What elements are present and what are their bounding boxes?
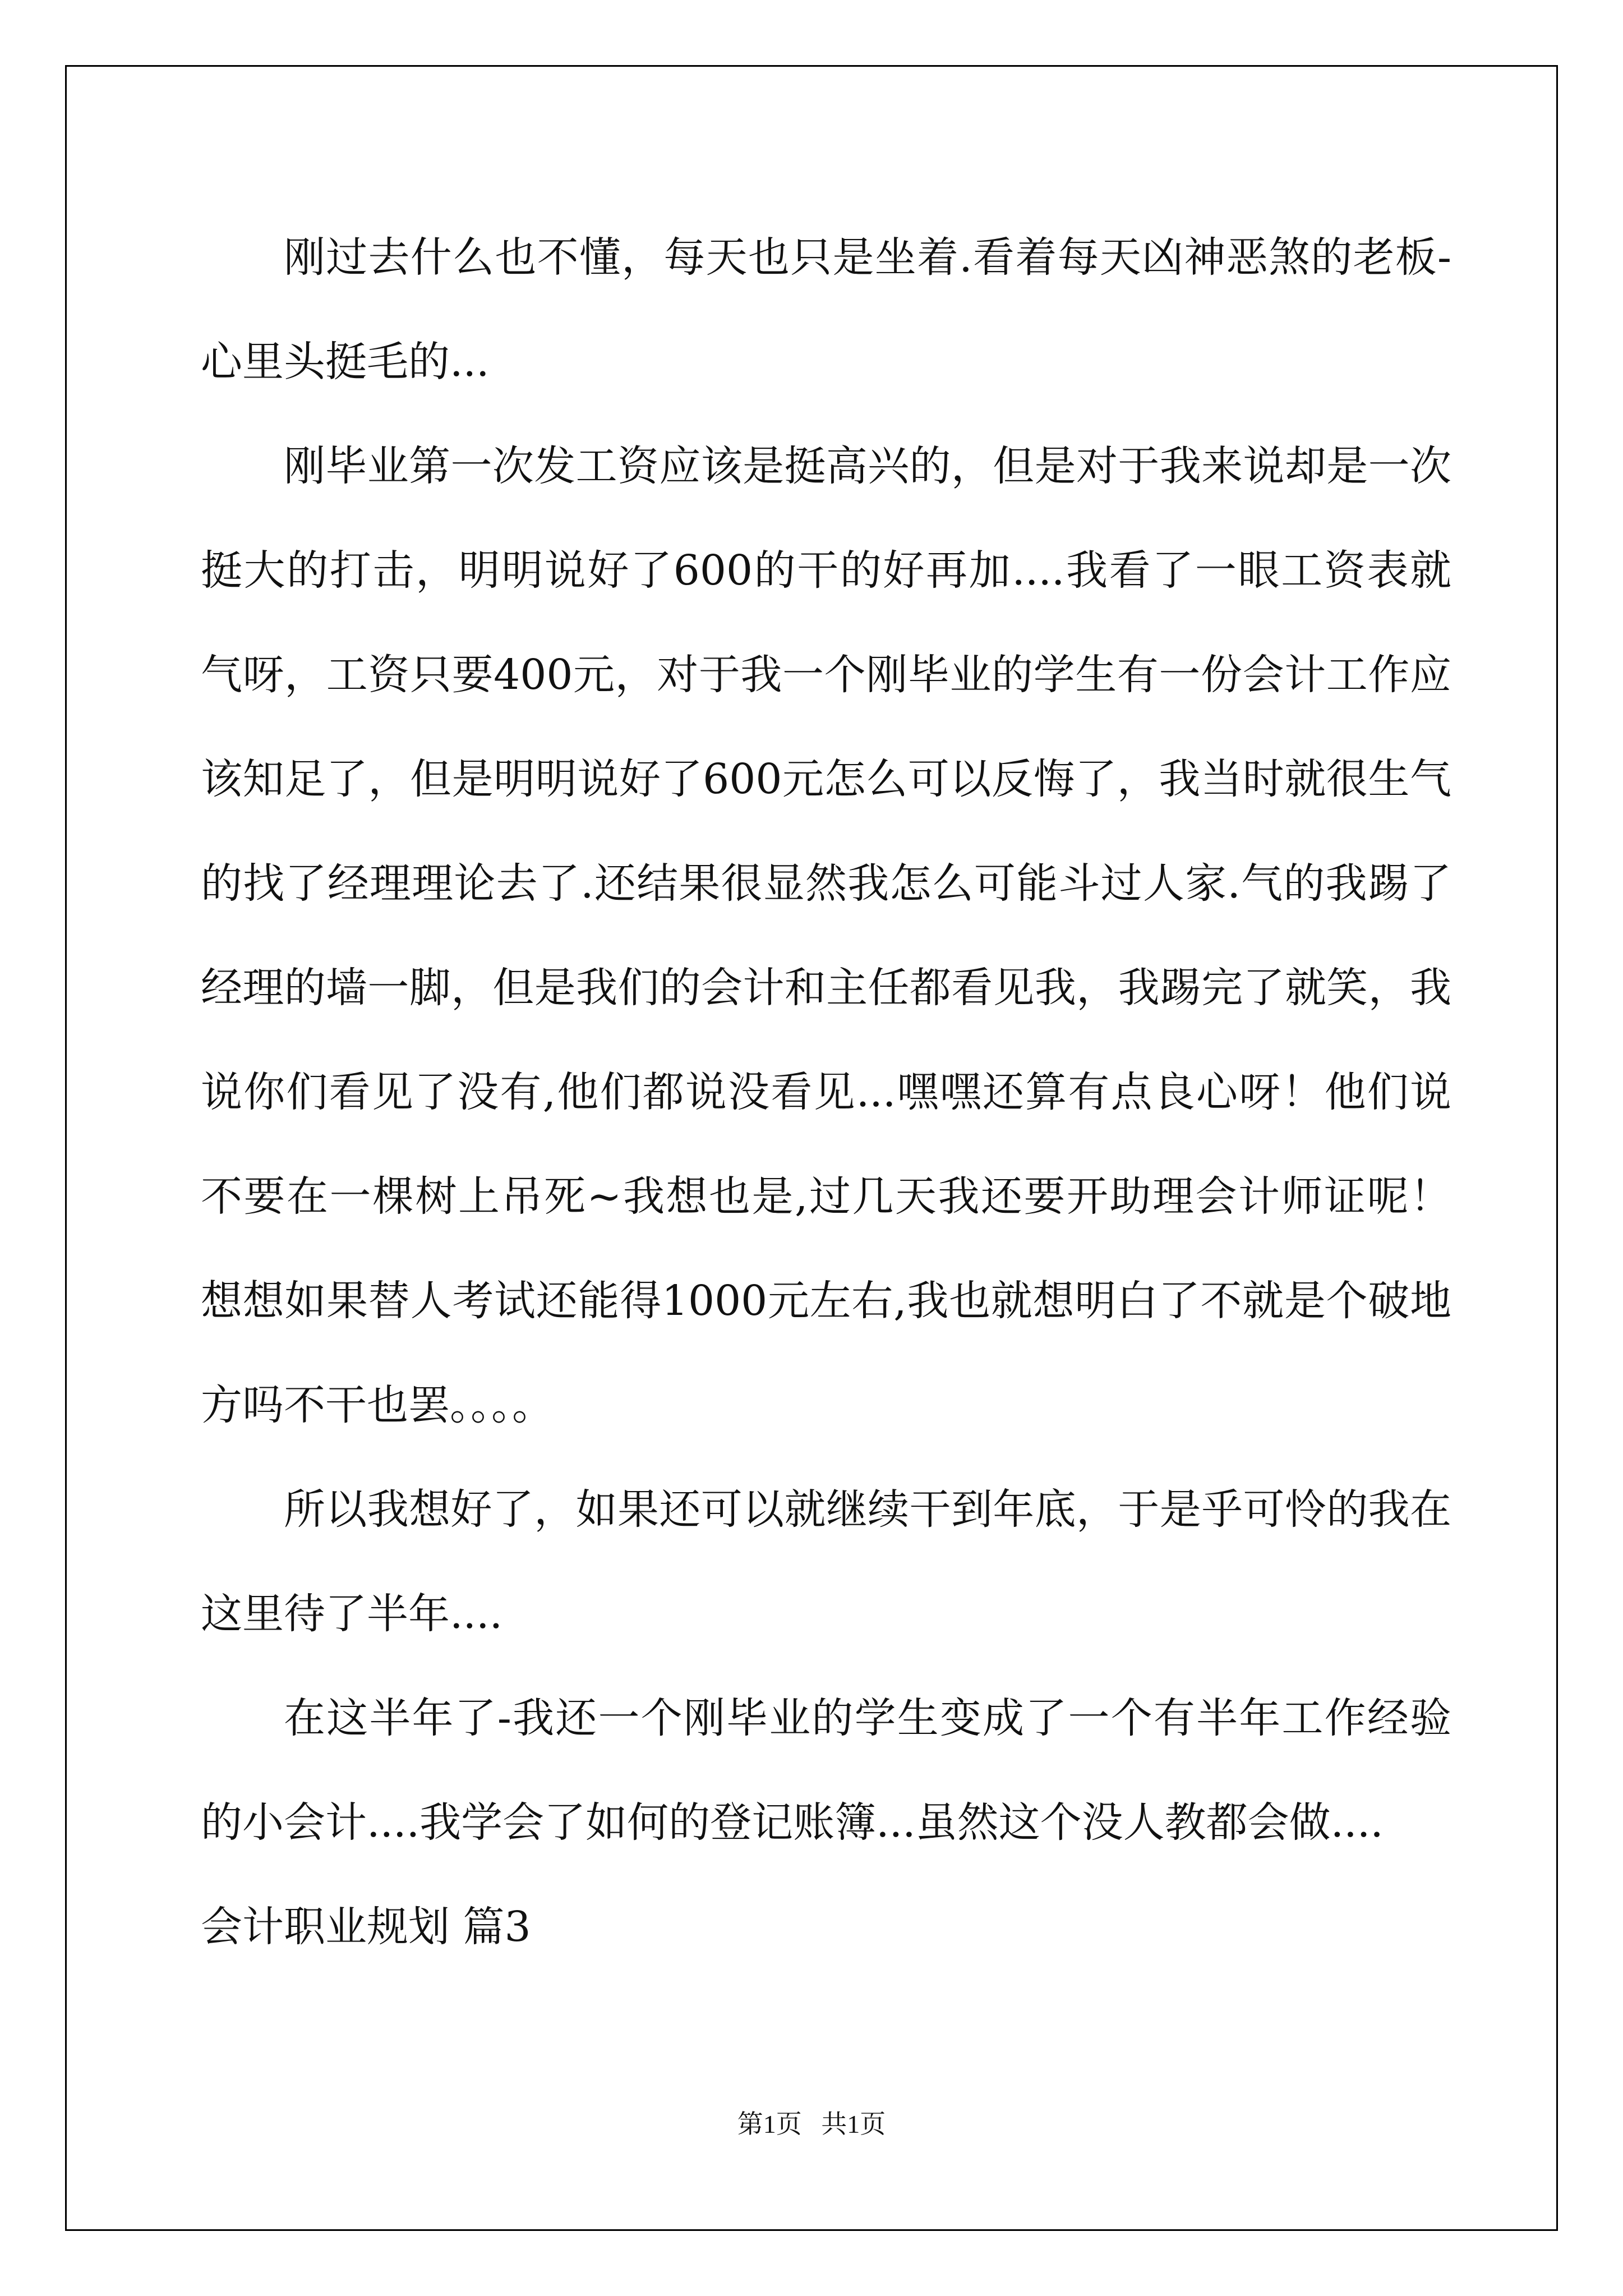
paragraph-4: 在这半年了-我还一个刚毕业的学生变成了一个有半年工作经验的小会计....我学会了如何的登记账簿...虽然这个没人教都会做.... bbox=[201, 1694, 1451, 1847]
paragraph-3: 所以我想好了，如果还可以就继续干到年底，于是乎可怜的我在这里待了半年.... bbox=[201, 1485, 1451, 1638]
page-footer: 第1页 共1页 bbox=[737, 2110, 886, 2138]
document-body bbox=[201, 205, 1451, 1979]
paragraph-1: 刚过去什么也不懂，每天也只是坐着.看着每天凶神恶煞的老板-心里头挺毛的... bbox=[201, 233, 1451, 386]
section-heading: 会计职业规划 篇3 bbox=[201, 1903, 531, 1951]
paragraph-2: 刚毕业第一次发工资应该是挺高兴的，但是对于我来说却是一次挺大的打击，明明说好了600的干的好再加....我看了一眼工资表就气呀，工资只要400元，对于我一个刚毕业的学生有一份会计工作应该知足了，但是明明说好了600元怎么可以反悔了，我当时就很生气的找了经理理论去了.还结果很显然我怎么可能斗过人家.气的我踢了经理的墙一脚，但是我们的会计和主任都看见我，我踢完了就笑，我说你们看见了没有,他们都说没看见...嘿嘿还算有点良心呀！他们说不要在一棵树上吊死~我想也是,过几天我还要开助理会计师证呢！想想如果替人考试还能得1000元左右,我也就想明白了不就是个破地方吗不干也罢。。。。 bbox=[201, 442, 1451, 1429]
